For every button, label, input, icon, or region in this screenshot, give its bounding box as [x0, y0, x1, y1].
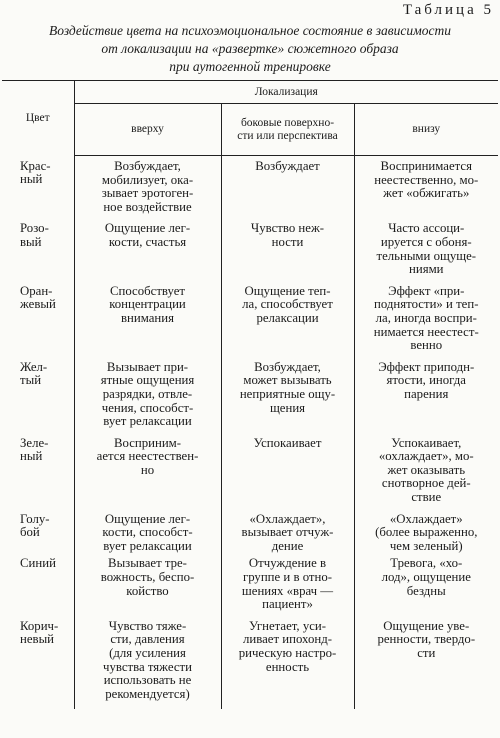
caption-line: от локализации на «развертке» сюжетного образа [101, 41, 399, 56]
color-effects-table-wrap [2, 80, 498, 709]
header-color: Цвет [2, 81, 74, 156]
cell-bottom: Часто ассоци- ируется с обоня- тельными ощуще- ниями [354, 218, 498, 280]
cell-bottom: Ощущение уве- ренности, твердо- сти [354, 616, 498, 710]
cell-bottom: Успокаивает, «охлаждает», мо- жет оказывать снотворное дей- ствие [354, 433, 498, 509]
table-row [2, 218, 498, 280]
cell-bottom: Эффект приподн- ятости, иногда парения [354, 357, 498, 433]
table-row [2, 509, 498, 558]
cell-sides: Успокаивает [221, 433, 354, 509]
table-number: Таблица 5 [402, 2, 494, 18]
header-top: вверху [74, 104, 221, 156]
cell-sides: Угнетает, уси- ливает ипохонд- рическую настро- енность [221, 616, 354, 710]
cell-top: Восприним- ается неестествен- но [74, 433, 221, 509]
cell-sides: Чувство неж- ности [221, 218, 354, 280]
cell-top: Способствует концентрации внимания [74, 281, 221, 357]
cell-top: Чувство тяже- сти, давления (для усиления чувства тяжести использовать не рекомендуется) [74, 616, 221, 710]
header-sides: боковые поверхно- сти или перспектива [221, 104, 354, 156]
cell-sides: Отчуждение в группе и в отно- шениях «врач — пациент» [221, 557, 354, 615]
cell-top: Ощущение лег- кости, счастья [74, 218, 221, 280]
color-name-cell: Розо- вый [20, 221, 49, 249]
color-name-cell: Голу- бой [20, 511, 50, 540]
table-body [2, 156, 498, 710]
table-row [2, 433, 498, 509]
cell-sides: «Охлаждает», вызывает отчуж- дение [221, 509, 354, 558]
caption-line: при аутогенной тренировке [169, 59, 331, 74]
color-effects-table [2, 80, 498, 709]
cell-bottom: «Охлаждает» (более выраженно, чем зеленый) [354, 509, 498, 558]
cell-bottom: Тревога, «хо- лод», ощущение бездны [354, 557, 498, 615]
cell-top: Вызывает при- ятные ощущения разрядки, отвле- чения, способст- вует релаксации [74, 357, 221, 433]
color-name-cell: Зеле- ный [20, 435, 49, 464]
cell-bottom: Эффект «при- поднятости» и теп- ла, иногда воспри- нимается неестест- венно [354, 281, 498, 357]
cell-sides: Ощущение теп- ла, способствует релаксации [221, 281, 354, 357]
caption-line: Воздействие цвета на психоэмоциональное состояние в зависимости [49, 23, 451, 38]
cell-sides: Возбуждает, может вызывать неприятные ощу- щения [221, 357, 354, 433]
table-row [2, 557, 498, 615]
color-name-cell: Жел- тый [20, 359, 48, 388]
table-row [2, 156, 498, 219]
cell-bottom: Воспринимается неестественно, мо- жет «обжигать» [354, 156, 498, 219]
header-localization: Локализация [74, 81, 498, 104]
table-row [2, 281, 498, 357]
cell-sides: Возбуждает [221, 156, 354, 219]
table-row [2, 616, 498, 710]
table-row [2, 357, 498, 433]
header-bottom: внизу [354, 104, 498, 156]
cell-top: Ощущение лег- кости, способст- вует релаксации [74, 509, 221, 558]
cell-top: Вызывает тре- вожность, беспо- койство [74, 557, 221, 615]
color-name-cell: Оран- жевый [20, 283, 56, 312]
cell-top: Возбуждает, мобилизует, ока- зывает эротоген- ное воздействие [74, 156, 221, 219]
color-name-cell: Корич- невый [20, 618, 59, 647]
color-name-cell: Синий [20, 556, 56, 571]
table-caption [4, 22, 496, 76]
color-name-cell: Крас- ный [20, 158, 51, 187]
